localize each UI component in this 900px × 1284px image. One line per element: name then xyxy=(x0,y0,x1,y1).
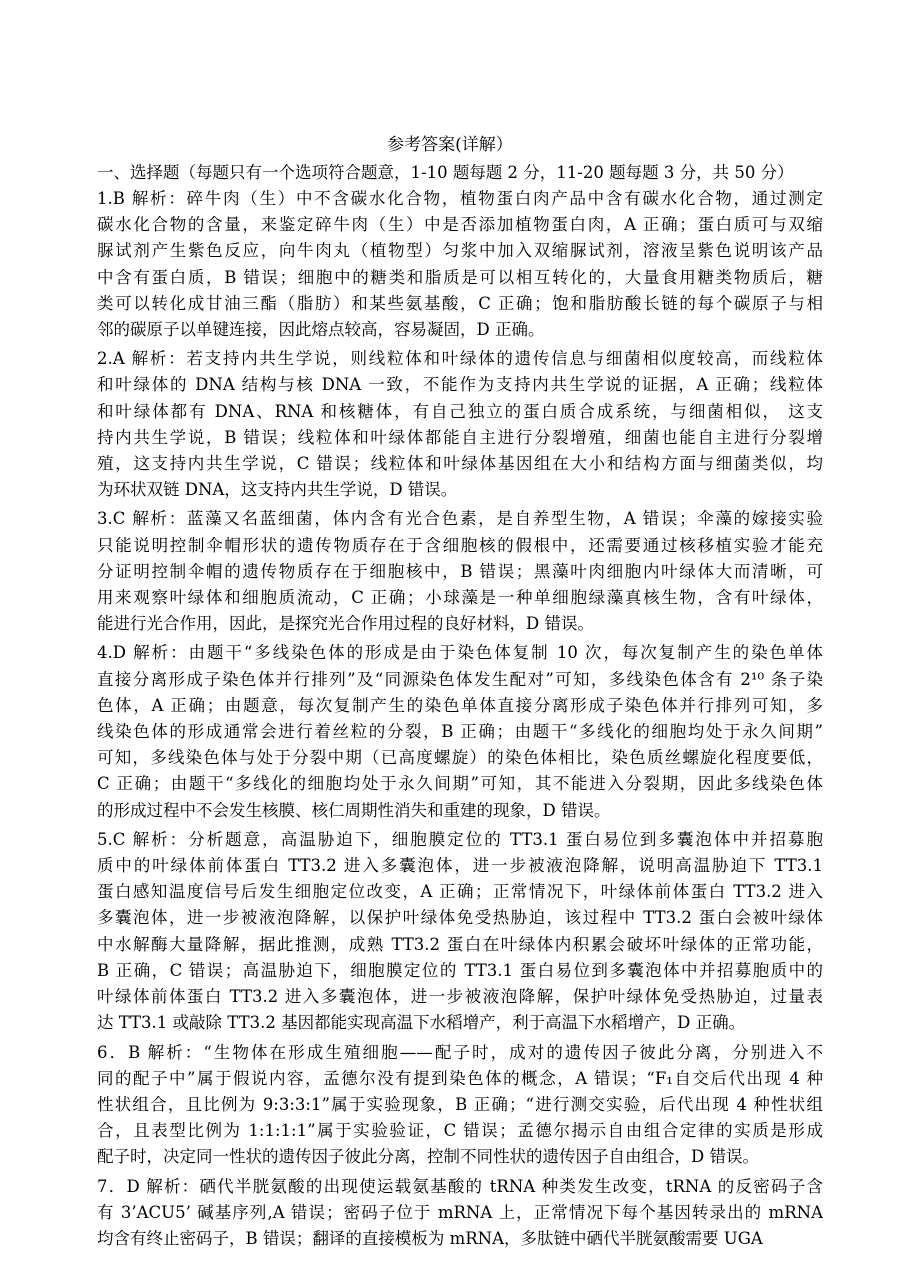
answer-paragraph-q3 xyxy=(97,506,823,637)
answer-paragraph-q5 xyxy=(97,827,823,1037)
answer-line: 多囊泡体，进一步被液泡降解，以保护叶绿体免受热胁迫，该过程中 TT3.2 蛋白会被叶绿体 xyxy=(97,908,823,928)
answer-line: 类可以转化成甘油三酯（脂肪）和某些氨基酸，C 正确；饱和脂肪酸长链的每个碳原子与相 xyxy=(97,293,823,313)
answer-line: 2.A 解析：若支持内共生学说，则线粒体和叶绿体的遗传信息与细菌相似度较高，而线粒体 xyxy=(97,349,823,369)
answer-paragraph-q2 xyxy=(97,346,823,503)
answer-line: 3.C 解析：蓝藻又名蓝细菌，体内含有光合色素，是自养型生物，A 错误；伞藻的嫁接实验 xyxy=(97,509,823,529)
answer-line: 有 3’ACU5’ 碱基序列,A 错误；密码子位于 mRNA 上，正常情况下每个基因转录出的 mRNA xyxy=(97,1202,823,1222)
answer-line: 和叶绿体都有 DNA、RNA 和核糖体，有自己独立的蛋白质合成系统，与细菌相似， 这支 xyxy=(97,401,823,421)
answer-line: 达 TT3.1 或敲除 TT3.2 基因都能实现高温下水稻增产，利于高温下水稻增产，D 正确。 xyxy=(97,1013,746,1033)
answer-line: 殖，这支持内共生学说，C 错误；线粒体和叶绿体基因组在大小和结构方面与细菌类似，均 xyxy=(97,454,823,474)
answer-paragraph-q1 xyxy=(97,186,823,343)
answer-line: 脲试剂产生紫色反应，向牛肉丸（植物型）匀浆中加入双缩脲试剂，溶液呈紫色说明该产品 xyxy=(97,241,823,261)
answer-content xyxy=(97,160,823,1255)
section-header: 一、选择题（每题只有一个选项符合题意，1-10 题每题 2 分，11-20 题每题 3 分，共 50 分） xyxy=(97,163,794,182)
answer-line: 6．B 解析：“生物体在形成生殖细胞——配子时，成对的遗传因子彼此分离，分别进入不 xyxy=(97,1042,823,1062)
answer-line: 性状组合，且比例为 9:3:3:1”属于实验现象，B 正确；“进行测交实验，后代出现 4 种性状组 xyxy=(97,1094,823,1114)
answer-line: 中水解酶大量降解，据此推测，成熟 TT3.2 蛋白在叶绿体内积累会破坏叶绿体的正常功能， xyxy=(97,934,823,954)
answer-line: 的形成过程中不会发生核膜、核仁周期性消失和重建的现象，D 错误。 xyxy=(97,800,611,820)
answer-line: C 正确；由题干“多线化的细胞均处于永久间期”可知，其不能进入分裂期，因此多线染色体 xyxy=(97,774,823,794)
answer-line: 持内共生学说，B 错误；线粒体和叶绿体都能自主进行分裂增殖，细菌也能自主进行分裂增 xyxy=(97,427,823,447)
answer-line: B 正确，C 错误；高温胁迫下，细胞膜定位的 TT3.1 蛋白易位到多囊泡体中并招募胞质中的 xyxy=(97,960,823,980)
answer-line: 5.C 解析：分析题意，高温胁迫下，细胞膜定位的 TT3.1 蛋白易位到多囊泡体中并招募胞 xyxy=(97,829,823,849)
page-title: 参考答案(详解） xyxy=(387,135,513,155)
answer-line: 可知，多线染色体与处于分裂中期（已高度螺旋）的染色体相比，染色质丝螺旋化程度要低， xyxy=(97,748,823,768)
answer-line: 线染色体的形成通常会进行着丝粒的分裂，B 正确；由题干“多线化的细胞均处于永久间期” xyxy=(97,722,823,742)
answer-line: 蛋白感知温度信号后发生细胞定位改变，A 正确；正常情况下，叶绿体前体蛋白 TT3.2 进入 xyxy=(97,882,823,902)
answer-line: 配子时，决定同一性状的遗传因子彼此分离，控制不同性状的遗传因子自由组合，D 错误。 xyxy=(97,1147,759,1167)
answer-line: 色体，A 正确；由题意，每次复制产生的染色单体直接分离形成子染色体并行排列可知，多 xyxy=(97,695,823,715)
answer-line: 邻的碳原子以单键连接，因此熔点较高，容易凝固，D 正确。 xyxy=(97,320,545,340)
answer-line: 为环状双链 DNA，这支持内共生学说，D 错误。 xyxy=(97,480,458,500)
answer-line: 1.B 解析：碎牛肉（生）中不含碳水化合物，植物蛋白肉产品中含有碳水化合物，通过测定 xyxy=(97,189,823,208)
answer-paragraph-q7 xyxy=(97,1174,823,1253)
answer-paragraphs xyxy=(97,186,823,1252)
answer-line: 碳水化合物的含量，来鉴定碎牛肉（生）中是否添加植物蛋白肉，A 正确；蛋白质可与双缩 xyxy=(97,215,823,235)
answer-line: 叶绿体前体蛋白 TT3.2 进入多囊泡体，进一步被液泡降解，保护叶绿体免受热胁迫，过量表 xyxy=(97,987,823,1007)
answer-line: 4.D 解析：由题干“多线染色体的形成是由于染色体复制 10 次，每次复制产生的染色单体 xyxy=(97,643,823,663)
answer-line: 均含有终止密码子，B 错误；翻译的直接模板为 mRNA，多肽链中硒代半胱氨酸需要 UGA xyxy=(97,1228,763,1248)
answer-line: 同的配子中”属于假说内容，孟德尔没有提到染色体的概念，A 错误；“F₁自交后代出现 4 种 xyxy=(97,1068,823,1088)
answer-line: 只能说明控制伞帽形状的遗传物质存在于含细胞核的假根中，还需要通过核移植实验才能充 xyxy=(97,535,823,555)
answer-line: 用来观察叶绿体和细胞质流动，C 正确；小球藻是一种单细胞绿藻真核生物，含有叶绿体， xyxy=(97,588,823,608)
answer-paragraph-q4 xyxy=(97,640,823,823)
answer-line: 分证明控制伞帽的遗传物质存在于细胞核中，B 错误；黑藻叶肉细胞内叶绿体大而清晰，可 xyxy=(97,561,823,581)
answer-line: 和叶绿体的 DNA 结构与核 DNA 一致，不能作为支持内共生学说的证据，A 正确；线粒体 xyxy=(97,375,823,395)
answer-paragraph-q6 xyxy=(97,1040,823,1171)
answer-line: 能进行光合作用，因此，是探究光合作用过程的良好材料，D 错误。 xyxy=(97,614,594,634)
answer-line: 7．D 解析：硒代半胱氨酸的出现使运载氨基酸的 tRNA 种类发生改变，tRNA 的反密码子含 xyxy=(97,1176,823,1196)
answer-line: 中含有蛋白质，B 错误；细胞中的糖类和脂质是可以相互转化的，大量食用糖类物质后，糖 xyxy=(97,267,823,287)
answer-line: 质中的叶绿体前体蛋白 TT3.2 进入多囊泡体，进一步被液泡降解，说明高温胁迫下 TT3.1 xyxy=(97,856,823,876)
answer-line: 合，且表型比例为 1:1:1:1”属于实验验证，C 错误；孟德尔揭示自由组合定律的实质是形成 xyxy=(97,1121,823,1141)
answer-line: 直接分离形成子染色体并行排列”及“同源染色体发生配对”可知，多线染色体含有 2¹⁰ 条子染 xyxy=(97,669,823,689)
